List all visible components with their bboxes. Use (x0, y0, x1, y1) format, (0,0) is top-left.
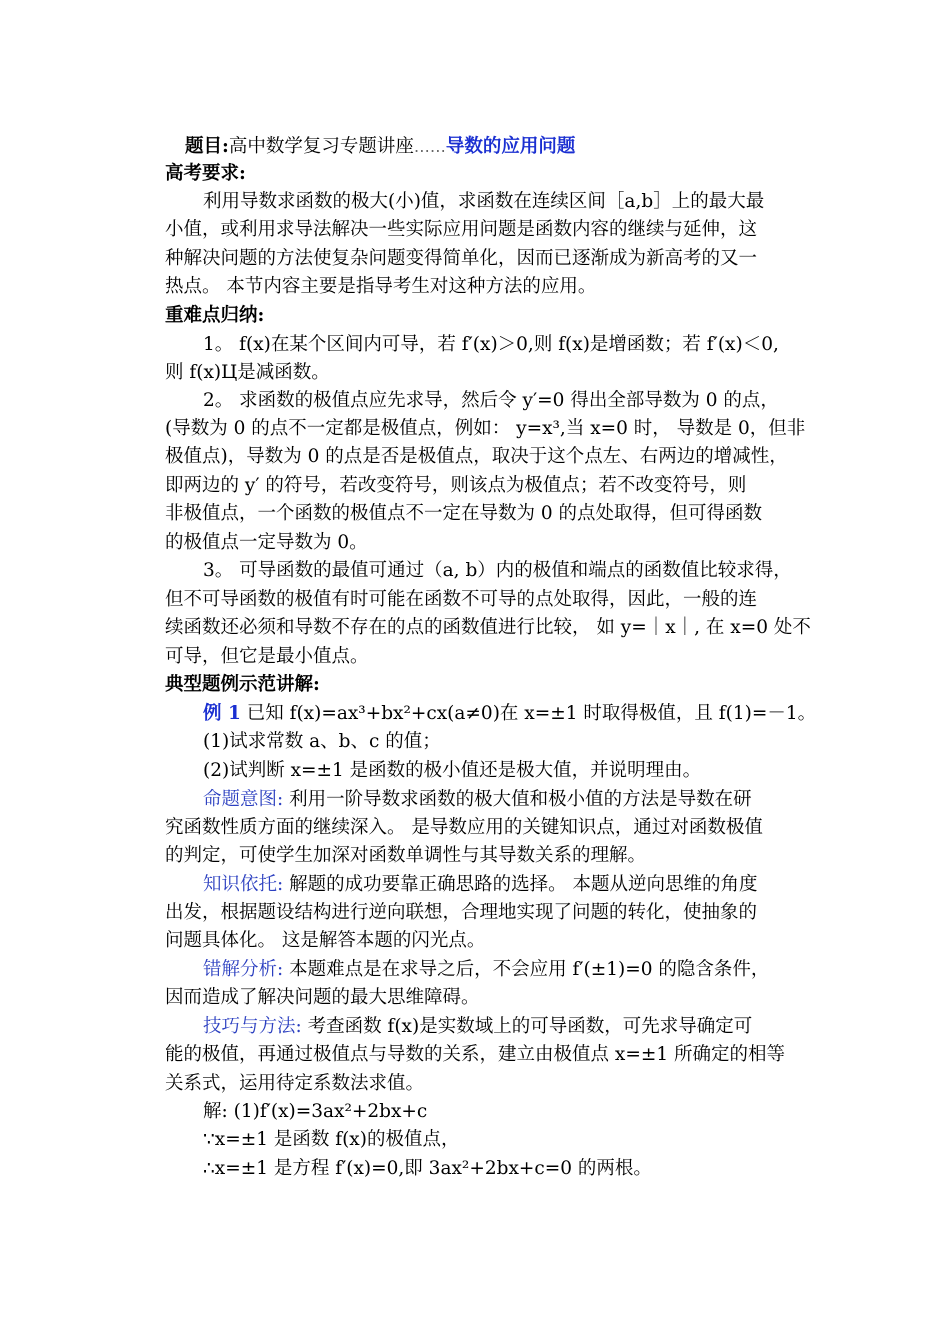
section-heading-key-points: 重难点归纳: (165, 305, 265, 326)
basis-label: 知识依托: (203, 874, 284, 895)
paragraph-line: 热点。 本节内容主要是指导考生对这种方法的应用。 (165, 276, 597, 297)
basis-line (203, 871, 758, 899)
paragraph-line: 则 f(x)Ц是减函数。 (165, 362, 330, 383)
paragraph-line: 1。 f(x)在某个区间内可导，若 f′(x)＞0,则 f(x)是增函数；若 f′(x)＜0, (203, 334, 779, 355)
paragraph-line: 种解决问题的方法使复杂问题变得简单化，因而已逐渐成为新高考的又一 (165, 248, 758, 269)
example-question-2: (2)试判断 x=±1 是函数的极小值还是极大值，并说明理由。 (203, 760, 702, 781)
paragraph-line: 关系式，运用待定系数法求值。 (165, 1073, 425, 1094)
basis-text: 解题的成功要靠正确思路的选择。 本题从逆向思维的角度 (283, 874, 758, 895)
example-text: 已知 f(x)=ax³+bx²+cx(a≠0)在 x=±1 时取得极值，且 f(1)=－1。 (246, 703, 817, 724)
title-topic: 导数的应用问题 (445, 136, 576, 157)
title-label: 题目: (185, 136, 229, 157)
paragraph-line: 小值，或利用求导法解决一些实际应用问题是函数内容的继续与延伸，这 (165, 219, 758, 240)
paragraph-line: 2。 求函数的极值点应先求导，然后令 y′=0 得出全部导数为 0 的点， (203, 390, 779, 411)
paragraph-line: 的判定，可使学生加深对函数单调性与其导数关系的理解。 (165, 845, 647, 866)
paragraph-line: 非极值点，一个函数的极值点不一定在导数为 0 的点处取得，但可得函数 (165, 503, 763, 524)
paragraph-line: 极值点)，导数为 0 的点是否是极值点，取决于这个点左、右两边的增减性， (165, 446, 788, 467)
paragraph-line: 出发，根据题设结构进行逆向联想，合理地实现了问题的转化，使抽象的 (165, 902, 758, 923)
section-heading-examples: 典型题例示范讲解: (165, 674, 320, 695)
solution-line: ∴x=±1 是方程 f′(x)=0,即 3ax²+2bx+c=0 的两根。 (203, 1158, 652, 1179)
paragraph-line: 3。 可导函数的最值可通过（a, b）内的极值和端点的函数值比较求得， (203, 560, 792, 581)
example-label: 例 1 (203, 703, 241, 724)
error-line (203, 956, 769, 984)
paragraph-line: 但不可导函数的极值有时可能在函数不可导的点处取得，因此，一般的连 (165, 589, 758, 610)
title-line (185, 133, 575, 161)
paragraph-line: 问题具体化。 这是解答本题的闪光点。 (165, 930, 486, 951)
intent-label: 命题意图: (203, 789, 284, 810)
intent-line (203, 786, 752, 814)
paragraph-line: 能的极值，再通过极值点与导数的关系，建立由极值点 x=±1 所确定的相等 (165, 1044, 785, 1065)
error-text: 本题难点是在求导之后，不会应用 f′(±1)=0 的隐含条件， (283, 959, 770, 980)
title-dots: …… (413, 137, 446, 156)
example-question-1: (1)试求常数 a、b、c 的值； (203, 731, 441, 752)
solution-line: ∵x=±1 是函数 f(x)的极值点， (203, 1129, 460, 1150)
paragraph-line: 利用导数求函数的极大(小)值，求函数在连续区间［a,b］上的最大最 (203, 191, 765, 212)
paragraph-line: 的极值点一定导数为 0。 (165, 532, 368, 553)
section-heading-requirements: 高考要求: (165, 163, 246, 184)
example-1-line (203, 700, 816, 728)
paragraph-line: (导数为 0 的点不一定都是极值点，例如： y=x³,当 x=0 时， 导数是 0，但非 (165, 418, 806, 439)
method-label: 技巧与方法: (203, 1016, 302, 1037)
method-text: 考查函数 f(x)是实数域上的可导函数，可先求导确定可 (301, 1016, 753, 1037)
method-line (203, 1013, 752, 1041)
error-label: 错解分析: (203, 959, 284, 980)
paragraph-line: 究函数性质方面的继续深入。 是导数应用的关键知识点，通过对函数极值 (165, 817, 763, 838)
title-text: 高中数学复习专题讲座 (228, 136, 414, 157)
paragraph-line: 即两边的 y′ 的符号，若改变符号，则该点为极值点；若不改变符号，则 (165, 475, 747, 496)
solution-line: 解: (1)f′(x)=3ax²+2bx+c (203, 1101, 428, 1122)
paragraph-line: 可导，但它是最小值点。 (165, 646, 369, 667)
paragraph-line: 因而造成了解决问题的最大思维障碍。 (165, 987, 480, 1008)
intent-text: 利用一阶导数求函数的极大值和极小值的方法是导数在研 (283, 789, 752, 810)
paragraph-line: 续函数还必须和导数不存在的点的函数值进行比较， 如 y=｜x｜, 在 x=0 处不 (165, 617, 811, 638)
